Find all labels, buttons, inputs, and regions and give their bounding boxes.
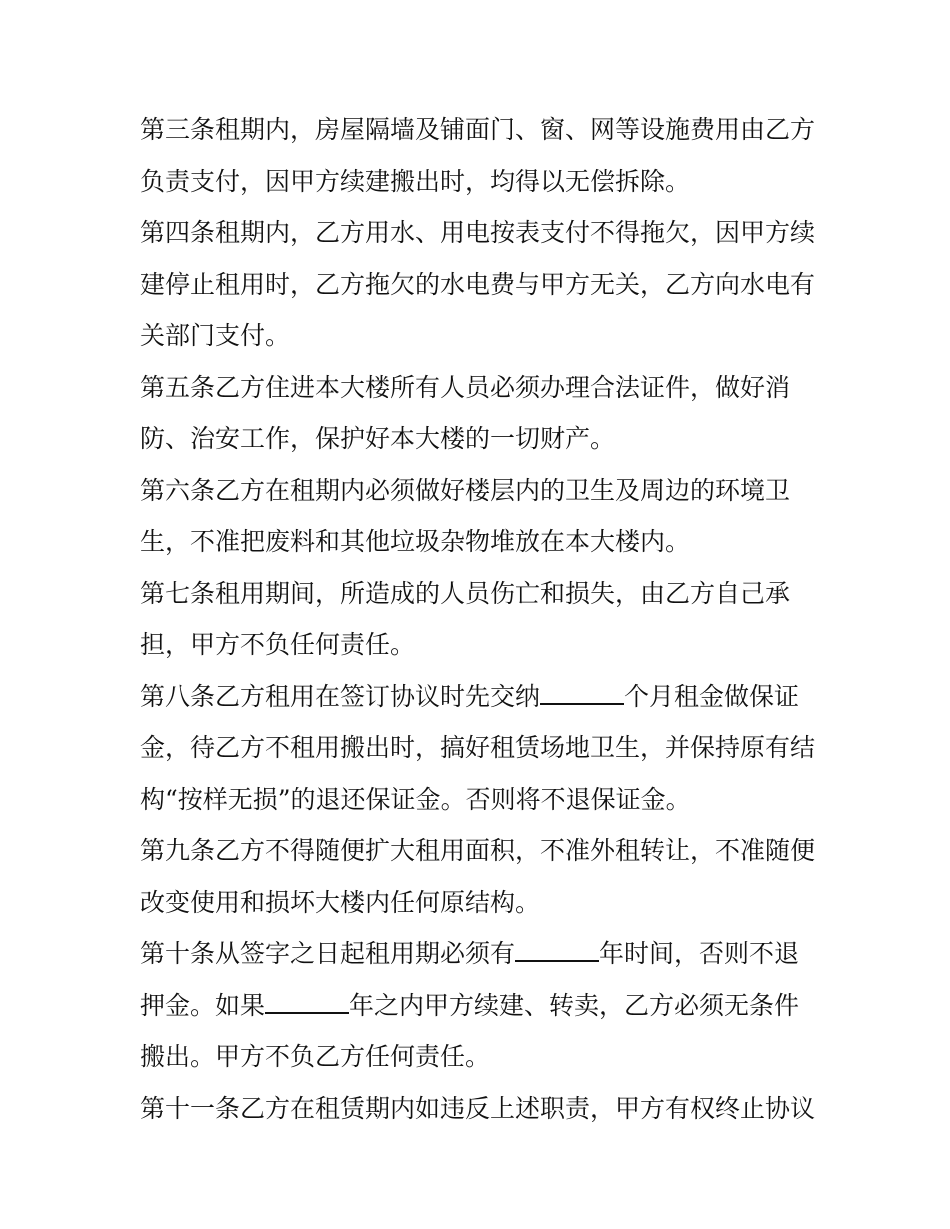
clause-text: 第四条租期内，乙方用水、用电按表支付不得拖欠，因甲方续建停止租用时，乙方拖欠的水电费与甲方无关，乙方向水电有关部门支付。: [140, 218, 816, 350]
clause-text: 第三条租期内，房屋隔墙及铺面门、窗、网等设施费用由乙方负责支付，因甲方续建搬出时，均得以无偿拆除。: [140, 115, 816, 196]
clause-text: 第六条乙方在租期内必须做好楼层内的卫生及周边的环境卫生，不准把废料和其他垃圾杂物堆放在本大楼内。: [140, 475, 791, 556]
clause-text-part: 年时间，否则不退押金。如果: [140, 939, 800, 1020]
fill-in-blank-years[interactable]: [515, 938, 599, 962]
clause-9: [140, 825, 820, 928]
clause-8: [140, 671, 820, 826]
clause-text-part: 年之内甲方续建、转卖，乙方必须无条件搬出。甲方不负乙方任何责任。: [140, 990, 800, 1071]
clause-5: [140, 362, 820, 465]
clause-text-part: 第十条从签字之日起租用期必须有: [140, 939, 516, 968]
clause-text-part: 第八条乙方租用在签订协议时先交纳: [140, 681, 541, 711]
clause-text: 第九条乙方不得随便扩大租用面积，不准外租转让，不准随便改变使用和损坏大楼内任何原结构。: [140, 836, 816, 917]
clause-text: 第十一条乙方在租赁期内如违反上述职责，甲方有权终止协议: [140, 1093, 816, 1123]
clause-3: [140, 104, 820, 207]
clause-7: [140, 568, 820, 671]
clause-text-part: 个月租金做保证金，待乙方不租用搬出时，搞好租赁场地卫生，并保持原有结构“按样无损”的退还保证金。否则将不退保证金。: [140, 681, 816, 814]
clause-6: [140, 465, 820, 568]
clause-text: 第七条租用期间，所造成的人员伤亡和损失，由乙方自己承担，甲方不负任何责任。: [140, 578, 791, 659]
clause-text: 第五条乙方住进本大楼所有人员必须办理合法证件，做好消防、治安工作，保护好本大楼的一切财产。: [140, 372, 791, 453]
fill-in-blank-months[interactable]: [540, 681, 624, 705]
clause-10: [140, 928, 820, 1083]
clause-4: [140, 207, 820, 362]
clause-11: [140, 1083, 820, 1135]
contract-body: [140, 104, 820, 1134]
fill-in-blank-years-2[interactable]: [265, 990, 349, 1014]
